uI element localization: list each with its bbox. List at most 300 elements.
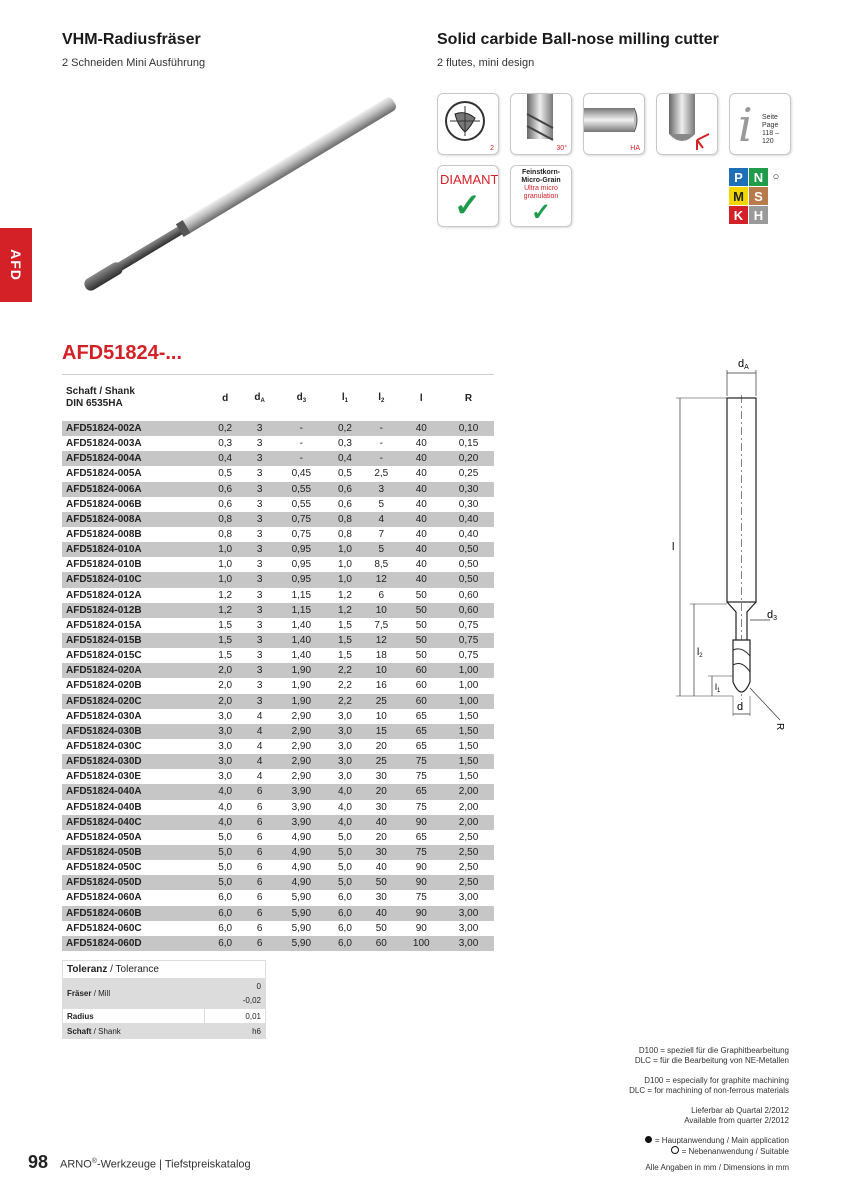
dim-r: R bbox=[774, 723, 785, 731]
table-cell: 3,90 bbox=[276, 800, 327, 815]
product-table bbox=[62, 374, 494, 951]
grain-en-1: Ultra micro bbox=[524, 185, 558, 192]
table-cell: 65 bbox=[399, 739, 443, 754]
table-cell: 1,5 bbox=[207, 633, 243, 648]
note-2: DLC = für die Bearbeitung von NE-Metallen bbox=[634, 1056, 789, 1065]
table-cell: 5,0 bbox=[327, 860, 363, 875]
table-cell: 40 bbox=[399, 482, 443, 497]
table-row bbox=[62, 921, 494, 936]
table-cell: 4,90 bbox=[276, 860, 327, 875]
note-4: DLC = for machining of non-ferrous materials bbox=[629, 1086, 789, 1095]
table-cell: 2,90 bbox=[276, 709, 327, 724]
table-cell: 4,90 bbox=[276, 830, 327, 845]
table-cell: 5,90 bbox=[276, 936, 327, 951]
table-cell: 1,0 bbox=[207, 572, 243, 587]
table-cell: 2,90 bbox=[276, 754, 327, 769]
table-cell: 4,0 bbox=[207, 815, 243, 830]
table-cell: 6 bbox=[243, 875, 276, 890]
table-cell: 3 bbox=[243, 588, 276, 603]
tolerance-mill-value: 0 -0,02 bbox=[204, 979, 265, 1009]
table-cell: 40 bbox=[399, 572, 443, 587]
article-number: AFD51824-010A bbox=[62, 542, 207, 557]
table-cell: 5,0 bbox=[207, 845, 243, 860]
article-number: AFD51824-030A bbox=[62, 709, 207, 724]
table-row bbox=[62, 906, 494, 921]
tolerance-shank-value: h6 bbox=[204, 1024, 265, 1039]
table-cell: 40 bbox=[399, 512, 443, 527]
table-cell: 60 bbox=[363, 936, 399, 951]
article-number: AFD51824-050A bbox=[62, 830, 207, 845]
table-cell: 3,0 bbox=[327, 739, 363, 754]
product-code: AFD51824-... bbox=[62, 342, 183, 364]
table-row bbox=[62, 527, 494, 542]
table-cell: 4,0 bbox=[207, 800, 243, 815]
table-cell: 1,50 bbox=[443, 709, 494, 724]
table-cell: 0,30 bbox=[443, 497, 494, 512]
table-cell: 5,0 bbox=[207, 875, 243, 890]
table-cell: - bbox=[363, 451, 399, 466]
dim-d: d bbox=[737, 701, 744, 713]
subtitle-en: 2 flutes, mini design bbox=[437, 57, 535, 69]
column-header: R bbox=[443, 375, 494, 422]
table-row bbox=[62, 633, 494, 648]
table-cell: 75 bbox=[399, 890, 443, 905]
table-cell: 0,3 bbox=[207, 436, 243, 451]
table-cell: - bbox=[276, 421, 327, 436]
main-application-icon bbox=[645, 1136, 652, 1143]
table-cell: 75 bbox=[399, 845, 443, 860]
article-number: AFD51824-004A bbox=[62, 451, 207, 466]
table-cell: 30 bbox=[363, 845, 399, 860]
info-text-2: 118 – 120 bbox=[762, 130, 779, 145]
table-cell: 3 bbox=[243, 678, 276, 693]
note-5: Lieferbar ab Quartal 2/2012 bbox=[691, 1106, 789, 1115]
flutes-label: 2 bbox=[490, 145, 494, 152]
table-row bbox=[62, 421, 494, 436]
table-cell: 3 bbox=[243, 557, 276, 572]
table-cell: 0,95 bbox=[276, 542, 327, 557]
table-cell: 6 bbox=[243, 936, 276, 951]
table-cell: 5,90 bbox=[276, 921, 327, 936]
table-cell: 30 bbox=[363, 769, 399, 784]
table-row bbox=[62, 830, 494, 845]
table-cell: 40 bbox=[399, 497, 443, 512]
table-cell: 20 bbox=[363, 784, 399, 799]
diamant-label: DIAMANT bbox=[440, 172, 499, 187]
table-row bbox=[62, 936, 494, 951]
article-number: AFD51824-030E bbox=[62, 769, 207, 784]
table-cell: 40 bbox=[399, 527, 443, 542]
table-cell: 5,90 bbox=[276, 890, 327, 905]
table-cell: 2,90 bbox=[276, 724, 327, 739]
table-cell: 6 bbox=[363, 588, 399, 603]
article-number: AFD51824-015A bbox=[62, 618, 207, 633]
table-row bbox=[62, 557, 494, 572]
table-row bbox=[62, 618, 494, 633]
column-header: d bbox=[207, 375, 243, 422]
note-8: = Nebenanwendung / Suitable bbox=[629, 1146, 789, 1157]
table-row bbox=[62, 436, 494, 451]
table-cell: 2,0 bbox=[207, 663, 243, 678]
table-cell: 0,8 bbox=[327, 512, 363, 527]
table-cell: 6 bbox=[243, 890, 276, 905]
table-cell: 4,0 bbox=[327, 800, 363, 815]
table-cell: 3 bbox=[243, 633, 276, 648]
table-cell: 40 bbox=[399, 451, 443, 466]
check-icon: ✓ bbox=[531, 199, 552, 226]
table-cell: 6 bbox=[243, 815, 276, 830]
helix-label: 30° bbox=[556, 145, 567, 152]
table-cell: 4 bbox=[243, 739, 276, 754]
grain-de-2: Micro-Grain bbox=[521, 177, 561, 184]
table-cell: 1,40 bbox=[276, 618, 327, 633]
table-cell: 1,5 bbox=[327, 633, 363, 648]
table-cell: 0,50 bbox=[443, 572, 494, 587]
table-cell: 6 bbox=[243, 906, 276, 921]
table-cell: 3,00 bbox=[443, 921, 494, 936]
table-cell: 6,0 bbox=[327, 921, 363, 936]
table-cell: 0,2 bbox=[207, 421, 243, 436]
table-cell: 6,0 bbox=[207, 890, 243, 905]
table-row bbox=[62, 784, 494, 799]
table-cell: 3,0 bbox=[207, 769, 243, 784]
table-cell: 2,2 bbox=[327, 694, 363, 709]
table-cell: 3,0 bbox=[207, 724, 243, 739]
table-row bbox=[62, 497, 494, 512]
table-row bbox=[62, 466, 494, 481]
footer-text: ARNO®-Werkzeuge | Tiefstpreiskatalog bbox=[60, 1158, 251, 1171]
article-number: AFD51824-030B bbox=[62, 724, 207, 739]
article-number: AFD51824-015C bbox=[62, 648, 207, 663]
table-cell: 4,90 bbox=[276, 875, 327, 890]
table-cell: 40 bbox=[363, 860, 399, 875]
table-cell: 4 bbox=[243, 724, 276, 739]
note-7: = Hauptanwendung / Main application bbox=[629, 1136, 789, 1146]
article-number: AFD51824-060B bbox=[62, 906, 207, 921]
product-image bbox=[60, 95, 420, 295]
table-cell: 12 bbox=[363, 572, 399, 587]
table-cell: 2,2 bbox=[327, 663, 363, 678]
table-cell: 3 bbox=[243, 542, 276, 557]
table-row bbox=[62, 678, 494, 693]
table-row bbox=[62, 754, 494, 769]
side-tab-label: AFD bbox=[8, 249, 24, 281]
table-cell: 40 bbox=[399, 557, 443, 572]
table-cell: 0,8 bbox=[327, 527, 363, 542]
header-shank bbox=[62, 375, 207, 422]
table-row bbox=[62, 512, 494, 527]
table-cell: 20 bbox=[363, 830, 399, 845]
table-cell: 3 bbox=[243, 618, 276, 633]
table-row bbox=[62, 572, 494, 587]
table-cell: 1,40 bbox=[276, 633, 327, 648]
tolerance-table bbox=[62, 960, 266, 1039]
table-cell: 5 bbox=[363, 542, 399, 557]
column-header: $l_2$ bbox=[363, 375, 399, 422]
table-cell: 1,5 bbox=[327, 618, 363, 633]
table-cell: 40 bbox=[399, 436, 443, 451]
side-tab bbox=[0, 228, 32, 302]
table-cell: 1,0 bbox=[327, 572, 363, 587]
table-cell: 0,4 bbox=[207, 451, 243, 466]
material-n-mark: ○ bbox=[772, 171, 780, 183]
table-cell: 5,0 bbox=[207, 830, 243, 845]
table-cell: 0,55 bbox=[276, 482, 327, 497]
material-n: N bbox=[749, 168, 768, 186]
table-cell: 6 bbox=[243, 784, 276, 799]
table-cell: 8,5 bbox=[363, 557, 399, 572]
table-cell: 1,2 bbox=[207, 603, 243, 618]
table-cell: 3 bbox=[243, 451, 276, 466]
material-p: P bbox=[729, 168, 748, 186]
table-cell: 1,00 bbox=[443, 663, 494, 678]
table-cell: 0,8 bbox=[207, 527, 243, 542]
table-cell: 60 bbox=[399, 663, 443, 678]
table-cell: 10 bbox=[363, 663, 399, 678]
info-text-1: Seite Page bbox=[762, 114, 779, 129]
tolerance-shank: Schaft / Shank bbox=[63, 1024, 205, 1039]
table-row bbox=[62, 860, 494, 875]
table-row bbox=[62, 588, 494, 603]
table-cell: 3 bbox=[243, 436, 276, 451]
table-cell: 3,0 bbox=[207, 709, 243, 724]
table-cell: 3 bbox=[243, 663, 276, 678]
table-cell: 2,50 bbox=[443, 845, 494, 860]
material-m: M bbox=[729, 187, 748, 205]
article-number: AFD51824-060C bbox=[62, 921, 207, 936]
table-cell: 3 bbox=[243, 527, 276, 542]
table-cell: 3 bbox=[243, 466, 276, 481]
table-cell: 3,0 bbox=[327, 754, 363, 769]
table-cell: 2,90 bbox=[276, 769, 327, 784]
table-cell: 3,0 bbox=[207, 754, 243, 769]
table-cell: 6 bbox=[243, 860, 276, 875]
table-cell: 50 bbox=[363, 875, 399, 890]
table-cell: 2,5 bbox=[363, 466, 399, 481]
table-cell: 1,00 bbox=[443, 678, 494, 693]
column-header: $l_1$ bbox=[327, 375, 363, 422]
table-cell: 0,4 bbox=[327, 451, 363, 466]
note-9: Alle Angaben in mm / Dimensions in mm bbox=[645, 1163, 789, 1172]
table-cell: 6 bbox=[243, 921, 276, 936]
table-row bbox=[62, 451, 494, 466]
shank-label: HA bbox=[630, 145, 640, 152]
article-number: AFD51824-040A bbox=[62, 784, 207, 799]
table-cell: 4 bbox=[243, 709, 276, 724]
table-cell: - bbox=[363, 421, 399, 436]
table-cell: 90 bbox=[399, 815, 443, 830]
table-cell: 20 bbox=[363, 739, 399, 754]
table-cell: 3,0 bbox=[207, 739, 243, 754]
column-header: l bbox=[399, 375, 443, 422]
table-cell: 2,50 bbox=[443, 830, 494, 845]
table-cell: 1,2 bbox=[327, 603, 363, 618]
helix-icon bbox=[510, 93, 572, 155]
table-cell: 0,20 bbox=[443, 451, 494, 466]
article-number: AFD51824-050D bbox=[62, 875, 207, 890]
table-cell: 5,0 bbox=[327, 830, 363, 845]
table-cell: 1,5 bbox=[207, 618, 243, 633]
table-cell: 0,6 bbox=[327, 482, 363, 497]
material-k: K bbox=[729, 206, 748, 224]
article-number: AFD51824-010B bbox=[62, 557, 207, 572]
table-row bbox=[62, 739, 494, 754]
table-row bbox=[62, 769, 494, 784]
article-number: AFD51824-060D bbox=[62, 936, 207, 951]
note-6: Available from quarter 2/2012 bbox=[684, 1116, 789, 1125]
table-cell: 1,5 bbox=[207, 648, 243, 663]
table-cell: 3,00 bbox=[443, 936, 494, 951]
table-cell: 2,0 bbox=[207, 694, 243, 709]
table-cell: 0,10 bbox=[443, 421, 494, 436]
table-row bbox=[62, 875, 494, 890]
table-cell: 6,0 bbox=[207, 921, 243, 936]
note-3: D100 = especially for graphite machining bbox=[644, 1076, 789, 1085]
article-number: AFD51824-012B bbox=[62, 603, 207, 618]
material-h: H bbox=[749, 206, 768, 224]
article-number: AFD51824-006A bbox=[62, 482, 207, 497]
article-number: AFD51824-008A bbox=[62, 512, 207, 527]
table-cell: 3,0 bbox=[327, 709, 363, 724]
table-cell: 1,5 bbox=[327, 648, 363, 663]
table-cell: 2,0 bbox=[207, 678, 243, 693]
suitable-icon bbox=[671, 1146, 679, 1154]
table-cell: 0,60 bbox=[443, 588, 494, 603]
table-cell: 75 bbox=[399, 754, 443, 769]
check-icon: ✓ bbox=[454, 187, 481, 223]
article-number: AFD51824-002A bbox=[62, 421, 207, 436]
dim-da: dA bbox=[738, 358, 749, 371]
table-cell: 4,90 bbox=[276, 845, 327, 860]
article-number: AFD51824-020A bbox=[62, 663, 207, 678]
shank-icon bbox=[583, 93, 645, 155]
table-cell: 1,0 bbox=[327, 557, 363, 572]
dim-d3: d3 bbox=[767, 609, 778, 622]
table-cell: 1,50 bbox=[443, 769, 494, 784]
table-cell: 0,50 bbox=[443, 557, 494, 572]
table-cell: 0,95 bbox=[276, 572, 327, 587]
article-number: AFD51824-040B bbox=[62, 800, 207, 815]
article-number: AFD51824-005A bbox=[62, 466, 207, 481]
table-cell: 0,75 bbox=[276, 512, 327, 527]
table-header-row bbox=[62, 375, 494, 422]
article-number: AFD51824-020C bbox=[62, 694, 207, 709]
table-cell: 2,2 bbox=[327, 678, 363, 693]
dim-l2: $l_2$ bbox=[697, 647, 703, 659]
table-cell: 1,15 bbox=[276, 603, 327, 618]
table-cell: 60 bbox=[399, 678, 443, 693]
column-header: $d_A$ bbox=[243, 375, 276, 422]
tolerance-radius: Radius bbox=[63, 1009, 205, 1024]
article-number: AFD51824-010C bbox=[62, 572, 207, 587]
article-number: AFD51824-006B bbox=[62, 497, 207, 512]
table-cell: 40 bbox=[363, 906, 399, 921]
table-cell: 7,5 bbox=[363, 618, 399, 633]
table-cell: 10 bbox=[363, 709, 399, 724]
grain-en-2: granulation bbox=[523, 193, 559, 200]
table-cell: 0,30 bbox=[443, 482, 494, 497]
table-cell: 15 bbox=[363, 724, 399, 739]
table-cell: 6,0 bbox=[327, 890, 363, 905]
table-cell: 50 bbox=[363, 921, 399, 936]
article-number: AFD51824-012A bbox=[62, 588, 207, 603]
table-cell: 1,00 bbox=[443, 694, 494, 709]
table-cell: 0,6 bbox=[207, 497, 243, 512]
table-cell: 75 bbox=[399, 800, 443, 815]
table-cell: 0,75 bbox=[443, 648, 494, 663]
table-cell: 5,90 bbox=[276, 906, 327, 921]
table-row bbox=[62, 482, 494, 497]
title-en: Solid carbide Ball-nose milling cutter bbox=[437, 31, 719, 48]
table-cell: 0,55 bbox=[276, 497, 327, 512]
table-cell: 0,3 bbox=[327, 436, 363, 451]
table-row bbox=[62, 648, 494, 663]
material-grid bbox=[729, 168, 789, 224]
table-cell: 65 bbox=[399, 830, 443, 845]
table-row bbox=[62, 800, 494, 815]
article-number: AFD51824-030C bbox=[62, 739, 207, 754]
table-cell: 1,90 bbox=[276, 694, 327, 709]
table-cell: 0,25 bbox=[443, 466, 494, 481]
dim-l: l bbox=[672, 541, 675, 553]
table-cell: 0,6 bbox=[207, 482, 243, 497]
table-cell: 2,90 bbox=[276, 739, 327, 754]
tolerance-radius-value: 0,01 bbox=[204, 1009, 265, 1024]
notes-block bbox=[629, 1046, 789, 1173]
table-cell: 2,50 bbox=[443, 860, 494, 875]
table-cell: 65 bbox=[399, 709, 443, 724]
table-cell: 6 bbox=[243, 830, 276, 845]
table-cell: 2,00 bbox=[443, 815, 494, 830]
article-number: AFD51824-015B bbox=[62, 633, 207, 648]
table-cell: 90 bbox=[399, 906, 443, 921]
table-cell: 30 bbox=[363, 800, 399, 815]
table-row bbox=[62, 542, 494, 557]
table-cell: 3 bbox=[243, 648, 276, 663]
table-cell: - bbox=[363, 436, 399, 451]
dim-l1: $l_1$ bbox=[715, 682, 721, 694]
direction-icon bbox=[656, 93, 718, 155]
flutes-icon bbox=[437, 93, 499, 155]
table-cell: 12 bbox=[363, 633, 399, 648]
table-cell: 4 bbox=[243, 769, 276, 784]
table-cell: 40 bbox=[399, 421, 443, 436]
table-cell: 30 bbox=[363, 890, 399, 905]
table-cell: 7 bbox=[363, 527, 399, 542]
header-shank-line1: Schaft / Shank bbox=[66, 386, 135, 397]
table-cell: 3 bbox=[363, 482, 399, 497]
table-cell: 4 bbox=[243, 754, 276, 769]
table-cell: 50 bbox=[399, 633, 443, 648]
title-de: VHM-Radiusfräser bbox=[62, 31, 201, 48]
tolerance-mill: Fräser / Mill bbox=[63, 979, 205, 1009]
table-row bbox=[62, 815, 494, 830]
table-cell: 0,60 bbox=[443, 603, 494, 618]
article-number: AFD51824-020B bbox=[62, 678, 207, 693]
article-number: AFD51824-040C bbox=[62, 815, 207, 830]
table-row bbox=[62, 890, 494, 905]
table-cell: 3,00 bbox=[443, 890, 494, 905]
table-cell: 1,40 bbox=[276, 648, 327, 663]
table-cell: 3,0 bbox=[327, 769, 363, 784]
table-cell: - bbox=[276, 436, 327, 451]
table-cell: 16 bbox=[363, 678, 399, 693]
table-cell: 50 bbox=[399, 618, 443, 633]
table-cell: 0,75 bbox=[276, 527, 327, 542]
table-cell: 2,50 bbox=[443, 875, 494, 890]
article-number: AFD51824-050C bbox=[62, 860, 207, 875]
table-cell: 0,50 bbox=[443, 542, 494, 557]
